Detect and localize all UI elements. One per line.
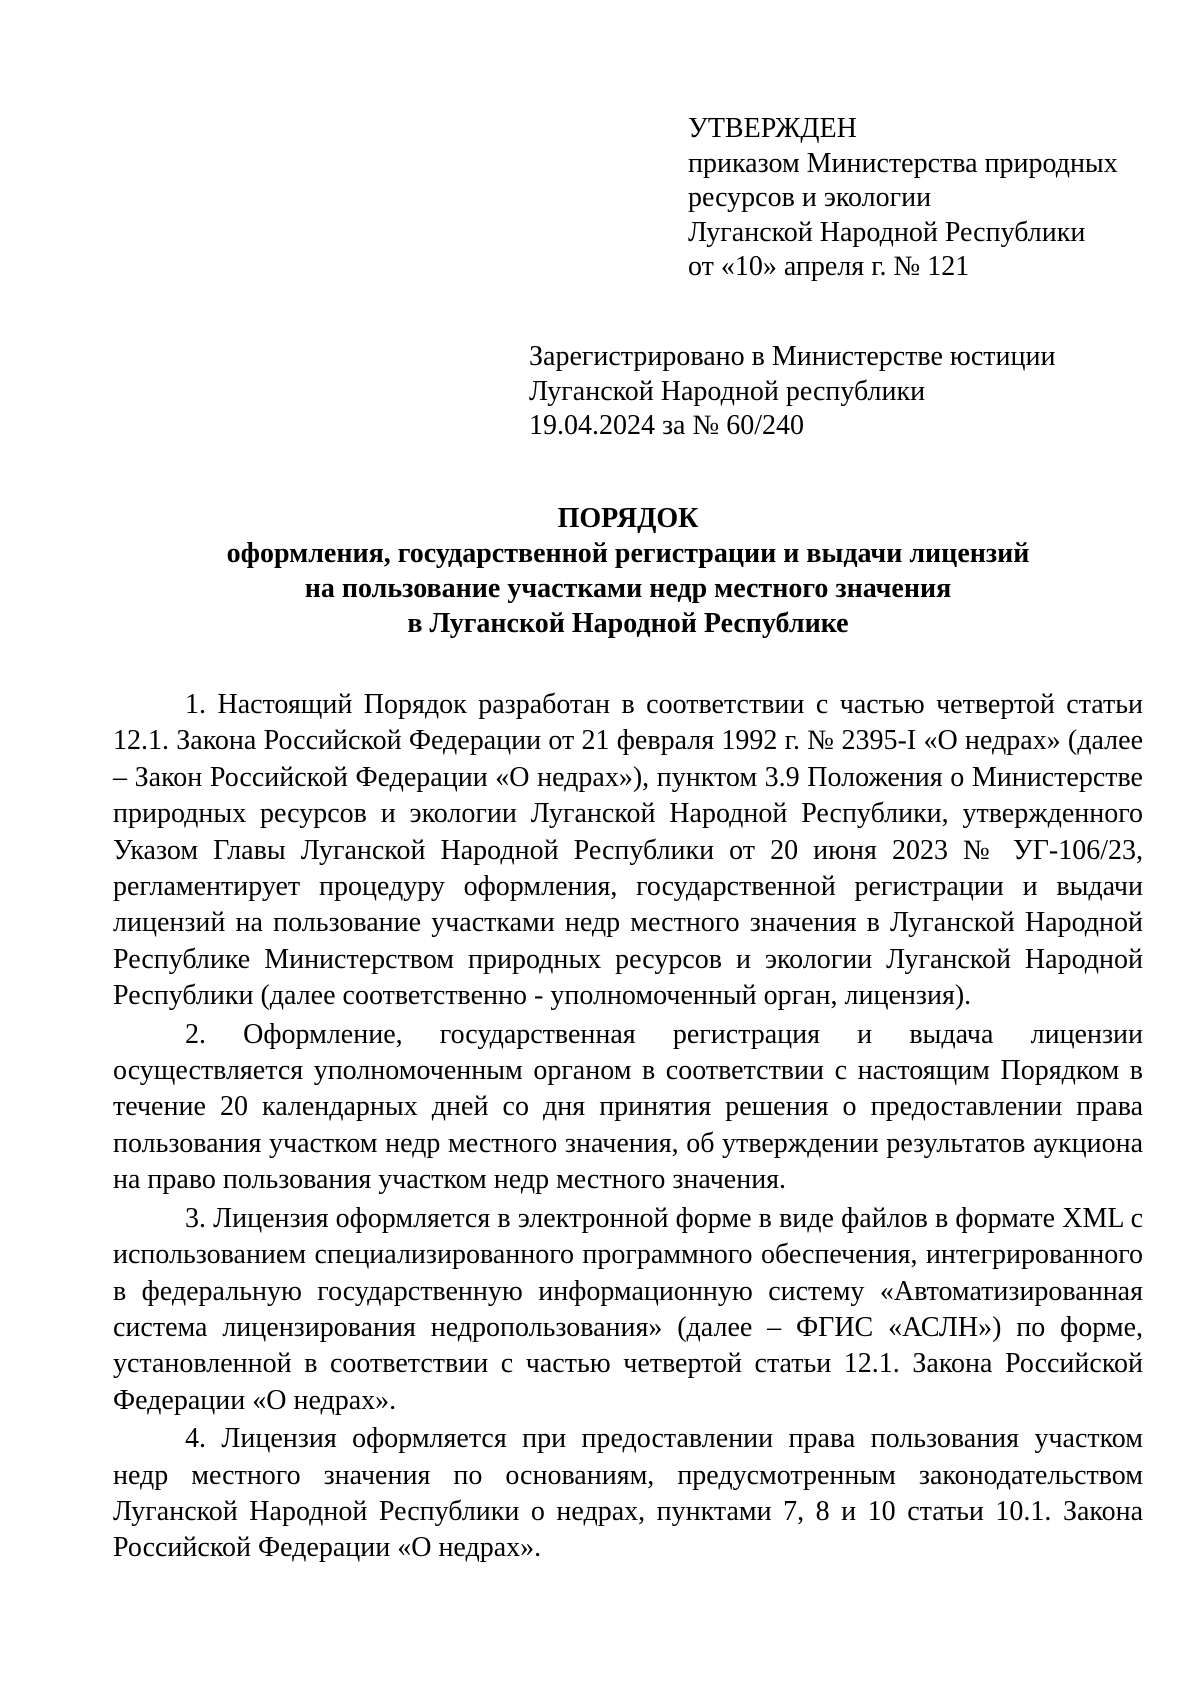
document-title — [113, 501, 1143, 641]
registration-note — [529, 340, 1169, 444]
approval-heading: УТВЕРЖДЕН — [688, 113, 857, 144]
paragraph-1: 1. Настоящий Порядок разработан в соответствии с частью четвертой статьи 12.1. Закона Российской Федерации от 21 февраля 1992 г. № 2395-I «О недрах» (далее – Закон Российской Федерации «О недрах»), пунктом 3.9 Положения о Министерстве природных ресурсов и экологии Луганской Народной Республики, утвержденного Указом Главы Луганской Народной Республики от 20 июня 2023 № УГ-106/23, регламентирует процедуру оформления, государственной регистрации и выдачи лицензий на пользование участками недр местного значения в Луганской Народной Республике Министерством природных ресурсов и экологии Луганской Народной Республики (далее соответственно - уполномоченный орган, лицензия). — [113, 689, 1143, 1012]
registration-date-number: 19.04.2024 за № 60/240 — [529, 410, 804, 441]
approval-line: приказом Министерства природных — [688, 147, 1118, 179]
title-subtitle-line: оформления, государственной регистрации и выдачи лицензий — [226, 538, 1030, 569]
paragraph-3: 3. Лицензия оформляется в электронной форме в виде файлов в формате XML с использованием специализированного программного обеспечения, интегрированного в федеральную государственную информационную систему «Автоматизированная система лицензирования недропользования» (далее – ФГИС «АСЛН») по форме, установленной в соответствии с частью четвертой статьи 12.1. Закона Российской Федерации «О недрах». — [113, 1202, 1143, 1416]
approval-order-number: от «10» апреля г. № 121 — [688, 251, 970, 282]
paragraph-4: 4. Лицензия оформляется при предоставлении права пользования участком недр местного значения по основаниям, предусмотренным законодательством Луганской Народной Республики о недрах, пунктами 7, 8 и 10 статьи 10.1. Закона Российской Федерации «О недрах». — [113, 1423, 1143, 1564]
document-body — [113, 687, 1143, 1569]
registration-line: Зарегистрировано в Министерстве юстиции — [529, 341, 1056, 372]
title-heading: ПОРЯДОК — [557, 503, 699, 534]
approval-line: ресурсов и экологии — [688, 182, 932, 213]
approval-line: Луганской Народной Республики — [688, 216, 1086, 248]
registration-line: Луганской Народной республики — [529, 375, 926, 407]
paragraph-2: 2. Оформление, государственная регистрация и выдача лицензии осуществляется уполномоченным органом в соответствии с настоящим Порядком в течение 20 календарных дней со дня принятия решения о предоставлении права пользования участком недр местного значения, об утверждении результатов аукциона на право пользования участком недр местного значения. — [113, 1018, 1143, 1196]
approval-stamp — [688, 112, 1188, 285]
title-subtitle-line: в Луганской Народной Республике — [407, 608, 849, 639]
title-subtitle-line: на пользование участками недр местного значения — [304, 573, 952, 604]
